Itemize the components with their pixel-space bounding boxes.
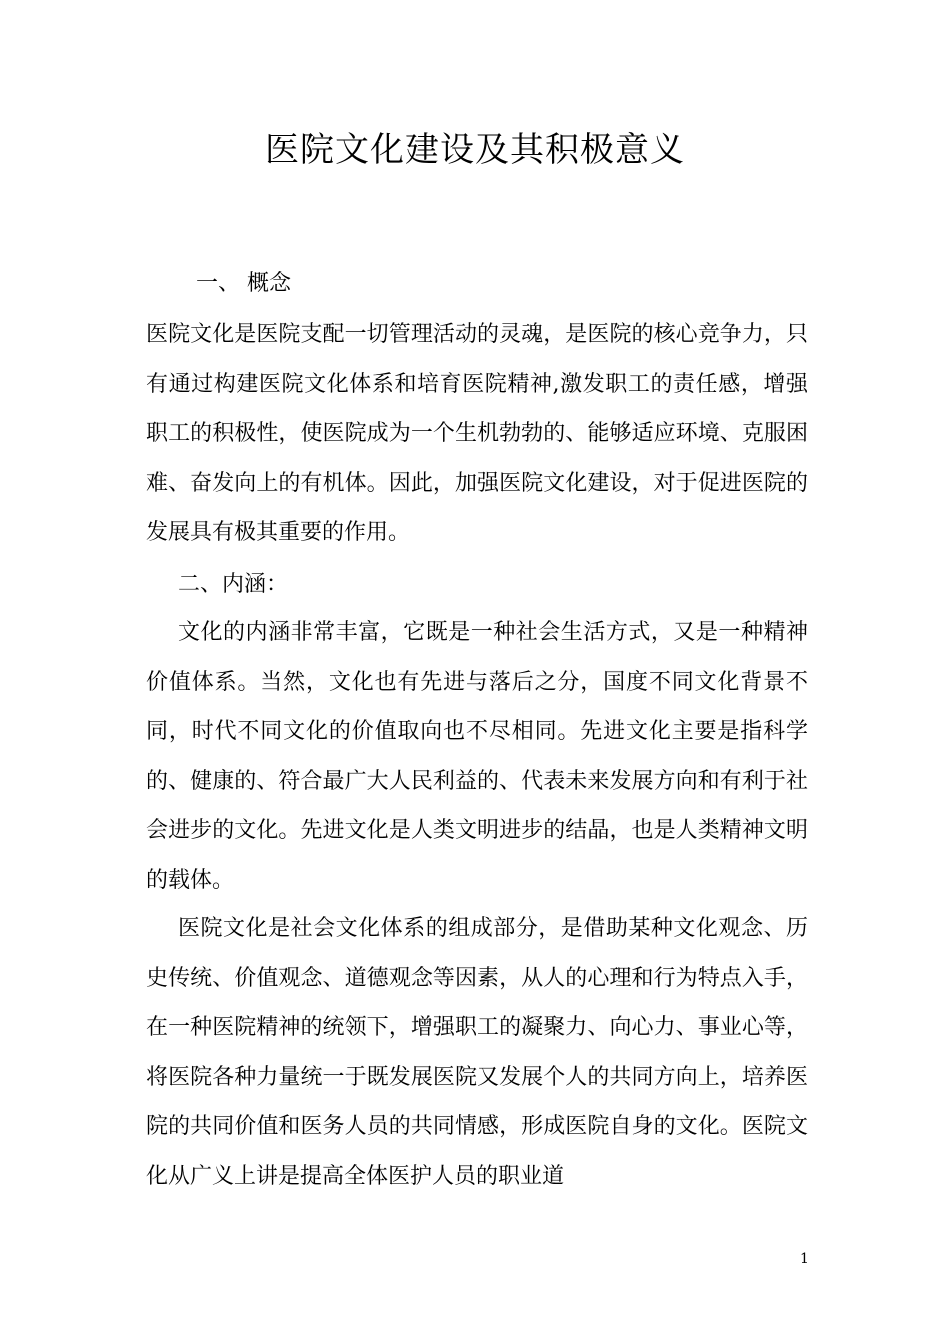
section-heading-concept: 一、 概念 bbox=[196, 271, 291, 296]
connotation-paragraph-2: 医院文化是社会文化体系的组成部分，是借助某种文化观念、历史传统、价值观念、道德观念等因素，从人的心理和行为特点入手，在一种医院精神的统领下，增强职工的凝聚力、向心力、事业心等，将医院各种力量统一于既发展医院又发展个人的共同方向上，培养医院的共同价值和医务人员的共同情感，形成医院自身的文化。医院文化从广义上讲是提高全体医护人员的职业道 bbox=[146, 916, 808, 1189]
connotation-paragraph-1: 文化的内涵非常丰富，它既是一种社会生活方式，又是一种精神价值体系。当然，文化也有先进与落后之分，国度不同文化背景不同，时代不同文化的价值取向也不尽相同。先进文化主要是指科学的、健康的、符合最广大人民利益的、代表未来发展方向和有利于社会进步的文化。先进文化是人类文明进步的结晶，也是人类精神文明的载体。 bbox=[146, 620, 808, 893]
section-heading-connotation: 二、内涵： bbox=[178, 572, 289, 597]
document-title: 医院文化建设及其积极意义 bbox=[265, 130, 685, 170]
page-number: 1 bbox=[800, 1251, 809, 1267]
concept-paragraph: 医院文化是医院支配一切管理活动的灵魂，是医院的核心竞争力，只有通过构建医院文化体系和培育医院精神,激发职工的责任感，增强职工的积极性，使医院成为一个生机勃勃的、能够适应环境、克服困难、奋发向上的有机体。因此，加强医院文化建设，对于促进医院的发展具有极其重要的作用。 bbox=[146, 322, 808, 545]
